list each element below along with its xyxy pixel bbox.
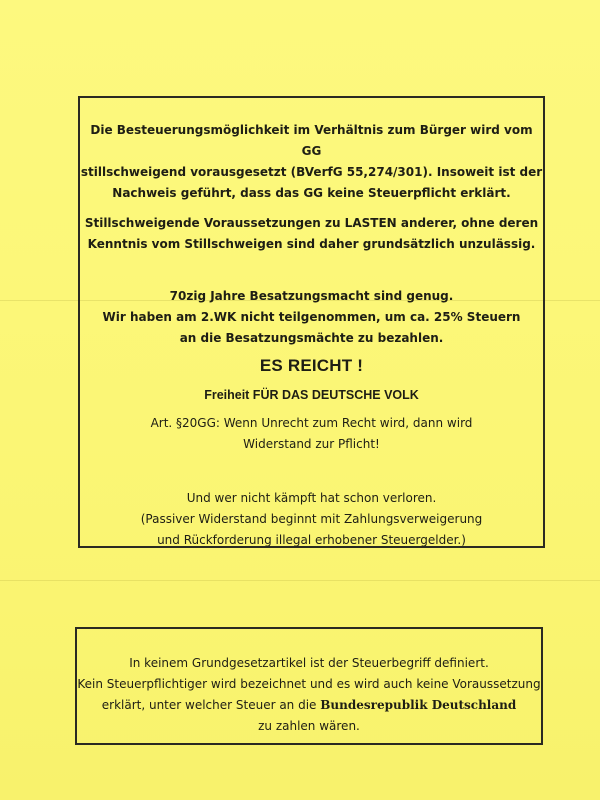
- paragraph-occupation: [80, 286, 543, 349]
- main-text-box: [78, 96, 545, 548]
- text-line: Widerstand zur Pflicht!: [243, 437, 380, 451]
- text-line: Und wer nicht kämpft hat schon verloren.: [186, 491, 437, 505]
- text-line: (Passiver Widerstand beginnt mit Zahlungsverweigerung: [140, 512, 483, 526]
- paper-fold: [0, 580, 600, 581]
- text-fragment: erklärt, unter welcher Steuer an die: [101, 698, 321, 712]
- text-line: zu zahlen wären.: [258, 719, 360, 733]
- text-line: Art. §20GG: Wenn Unrecht zum Recht wird, dann wird: [150, 416, 473, 430]
- text-line: an die Besatzungsmächte zu bezahlen.: [179, 331, 444, 345]
- text-line: Kenntnis vom Stillschweigen sind daher grundsätzlich unzulässig.: [87, 237, 536, 251]
- text-line: Stillschweigende Voraussetzungen zu LASTEN anderer, ohne deren: [84, 216, 539, 230]
- emphasis-country-name: Bundesrepublik Deutschland: [320, 698, 517, 712]
- headline: ES REICHT !: [259, 356, 364, 375]
- quote-article-20: [80, 413, 543, 455]
- text-line: Die Besteuerungsmöglichkeit im Verhältnis zum Bürger wird vom GG: [90, 123, 533, 158]
- text-line: stillschweigend vorausgesetzt (BVerfG 55,274/301). Insoweit ist der: [80, 165, 543, 179]
- text-line: Nachweis geführt, dass das GG keine Steuerpflicht erklärt.: [112, 186, 511, 200]
- text-line: Kein Steuerpflichtiger wird bezeichnet und es wird auch keine Voraussetzung: [77, 677, 541, 691]
- text-line: Wir haben am 2.WK nicht teilgenommen, um ca. 25% Steuern: [102, 310, 521, 324]
- paragraph-closing: [80, 488, 543, 551]
- text-line: 70zig Jahre Besatzungsmacht sind genug.: [169, 289, 454, 303]
- paragraph-tax-presumption: [80, 120, 543, 204]
- paragraph-tacit-assumptions: [80, 213, 543, 255]
- subheadline: Freiheit FÜR DAS DEUTSCHE VOLK: [204, 388, 419, 402]
- text-line: [77, 695, 541, 716]
- text-line: In keinem Grundgesetzartikel ist der Steuerbegriff definiert.: [129, 656, 489, 670]
- text-line: und Rückforderung illegal erhobener Steuergelder.): [157, 533, 466, 547]
- bottom-text-box: [75, 627, 543, 745]
